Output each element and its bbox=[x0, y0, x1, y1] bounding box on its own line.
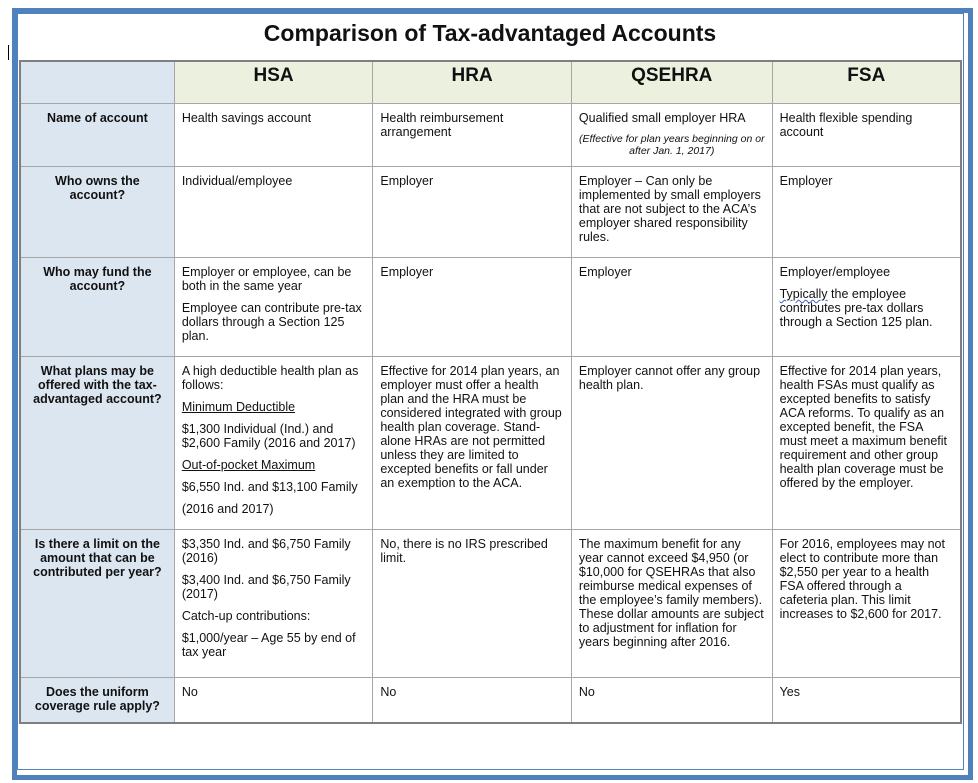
page-title: Comparison of Tax-advantaged Accounts bbox=[263, 20, 717, 46]
cell-text: No bbox=[181, 685, 198, 699]
column-header-hsa: HSA bbox=[174, 61, 373, 104]
cell-hsa bbox=[174, 678, 373, 724]
cell-text: Qualified small employer HRA bbox=[578, 111, 746, 125]
cell-text: $3,350 Ind. and $6,750 Family (2016) bbox=[181, 537, 351, 565]
cell-fsa bbox=[772, 678, 961, 724]
cell-text: Effective for 2014 plan years, an employer must offer a health plan and the HRA must be considered integrated with group health plan coverage. Stand-alone HRAs are not permitted unless they are limited to excepted benefits or fall under an exemption to the ACA. bbox=[380, 364, 562, 490]
cell-text: $3,400 Ind. and $6,750 Family (2017) bbox=[181, 573, 351, 601]
cell-text bbox=[780, 287, 953, 329]
cell-text: Yes bbox=[779, 685, 801, 699]
cell-text: Catch-up contributions: bbox=[181, 609, 311, 623]
column-header-hra: HRA bbox=[373, 61, 572, 104]
column-header-fsa: FSA bbox=[772, 61, 961, 104]
cell-text: A high deductible health plan as follows: bbox=[181, 364, 359, 392]
cell-text: Employer bbox=[779, 174, 833, 188]
cell-fsa bbox=[772, 104, 961, 167]
table-row-who-owns bbox=[20, 167, 961, 258]
cell-text: For 2016, employees may not elect to contribute more than $2,550 per year to a health FSA offered through a cafeteria plan. This limit increases to $2,600 for 2017. bbox=[779, 537, 945, 621]
row-label: Name of account bbox=[20, 104, 174, 167]
row-label: Is there a limit on the amount that can be contributed per year? bbox=[20, 530, 174, 678]
cell-subheading: Minimum Deductible bbox=[181, 400, 296, 414]
table-row-uniform-coverage bbox=[20, 678, 961, 724]
cell-text-rest: the employee contributes pre-tax dollars through a Section 125 plan. bbox=[779, 287, 933, 329]
cell-hra bbox=[373, 357, 572, 530]
cell-text: Employer bbox=[380, 174, 434, 188]
row-label: Does the uniform coverage rule apply? bbox=[20, 678, 174, 724]
cell-hsa bbox=[174, 530, 373, 678]
cell-fsa bbox=[772, 357, 961, 530]
cell-hra bbox=[373, 530, 572, 678]
cell-qsehra bbox=[571, 678, 772, 724]
cell-hra bbox=[373, 167, 572, 258]
table-row-name-of-account bbox=[20, 104, 961, 167]
cell-hra bbox=[373, 104, 572, 167]
row-label: Who may fund the account? bbox=[20, 258, 174, 357]
cell-note: (Effective for plan years beginning on or after Jan. 1, 2017) bbox=[578, 133, 765, 157]
cell-hsa bbox=[174, 104, 373, 167]
cell-text: The maximum benefit for any year cannot exceed $4,950 (or $10,000 for QSEHRAs that also reimburse medical expenses of the employee’s family members). These dollar amounts are subject to adjustment for inflation for years beginning after 2016. bbox=[578, 537, 764, 649]
cell-hsa bbox=[174, 357, 373, 530]
cell-text: Employee can contribute pre-tax dollars through a Section 125 plan. bbox=[181, 301, 362, 343]
cell-subheading: Out-of-pocket Maximum bbox=[181, 458, 316, 472]
table-row-plans-offered bbox=[20, 357, 961, 530]
spellcheck-flagged-word[interactable]: Typically bbox=[779, 287, 828, 301]
cell-hra bbox=[373, 678, 572, 724]
cell-text: Employer – Can only be implemented by small employers that are not subject to the ACA’s employer shared responsibility rules. bbox=[578, 174, 761, 244]
comparison-table bbox=[19, 60, 962, 724]
cell-text: Employer bbox=[380, 265, 434, 279]
cell-text: $1,300 Individual (Ind.) and $2,600 Family (2016 and 2017) bbox=[181, 422, 356, 450]
text-cursor bbox=[8, 45, 9, 60]
cell-text: Health flexible spending account bbox=[779, 111, 913, 139]
cell-qsehra bbox=[571, 530, 772, 678]
cell-hsa bbox=[174, 167, 373, 258]
cell-text: No bbox=[578, 685, 595, 699]
cell-qsehra bbox=[571, 258, 772, 357]
cell-text: No, there is no IRS prescribed limit. bbox=[380, 537, 548, 565]
table-row-who-funds bbox=[20, 258, 961, 357]
cell-qsehra bbox=[571, 104, 772, 167]
cell-text: No bbox=[380, 685, 397, 699]
cell-text: Employer or employee, can be both in the same year bbox=[181, 265, 352, 293]
row-label: What plans may be offered with the tax-advantaged account? bbox=[20, 357, 174, 530]
cell-text: Effective for 2014 plan years, health FSAs must qualify as excepted benefits to satisfy ACA reforms. To qualify as an excepted benefit, the FSA must meet a maximum benefit requirement and other group health plan coverage must be offered by the employer. bbox=[779, 364, 948, 490]
cell-text: Employer bbox=[578, 265, 632, 279]
cell-text: Employer cannot offer any group health plan. bbox=[578, 364, 761, 392]
column-header-qsehra: QSEHRA bbox=[571, 61, 772, 104]
corner-cell bbox=[20, 61, 174, 104]
cell-qsehra bbox=[571, 167, 772, 258]
cell-hra bbox=[373, 258, 572, 357]
cell-text: Individual/employee bbox=[181, 174, 293, 188]
cell-hsa bbox=[174, 258, 373, 357]
table-row-contribution-limit bbox=[20, 530, 961, 678]
cell-text: Health reimbursement arrangement bbox=[380, 111, 504, 139]
cell-text: Employer/employee bbox=[779, 265, 891, 279]
cell-qsehra bbox=[571, 357, 772, 530]
row-label: Who owns the account? bbox=[20, 167, 174, 258]
cell-text: Health savings account bbox=[181, 111, 312, 125]
cell-text: (2016 and 2017) bbox=[181, 502, 274, 516]
header-row bbox=[20, 61, 961, 104]
cell-text: $6,550 Ind. and $13,100 Family bbox=[181, 480, 358, 494]
cell-text: $1,000/year – Age 55 by end of tax year bbox=[181, 631, 356, 659]
cell-fsa bbox=[772, 167, 961, 258]
cell-fsa bbox=[772, 530, 961, 678]
cell-fsa bbox=[772, 258, 961, 357]
